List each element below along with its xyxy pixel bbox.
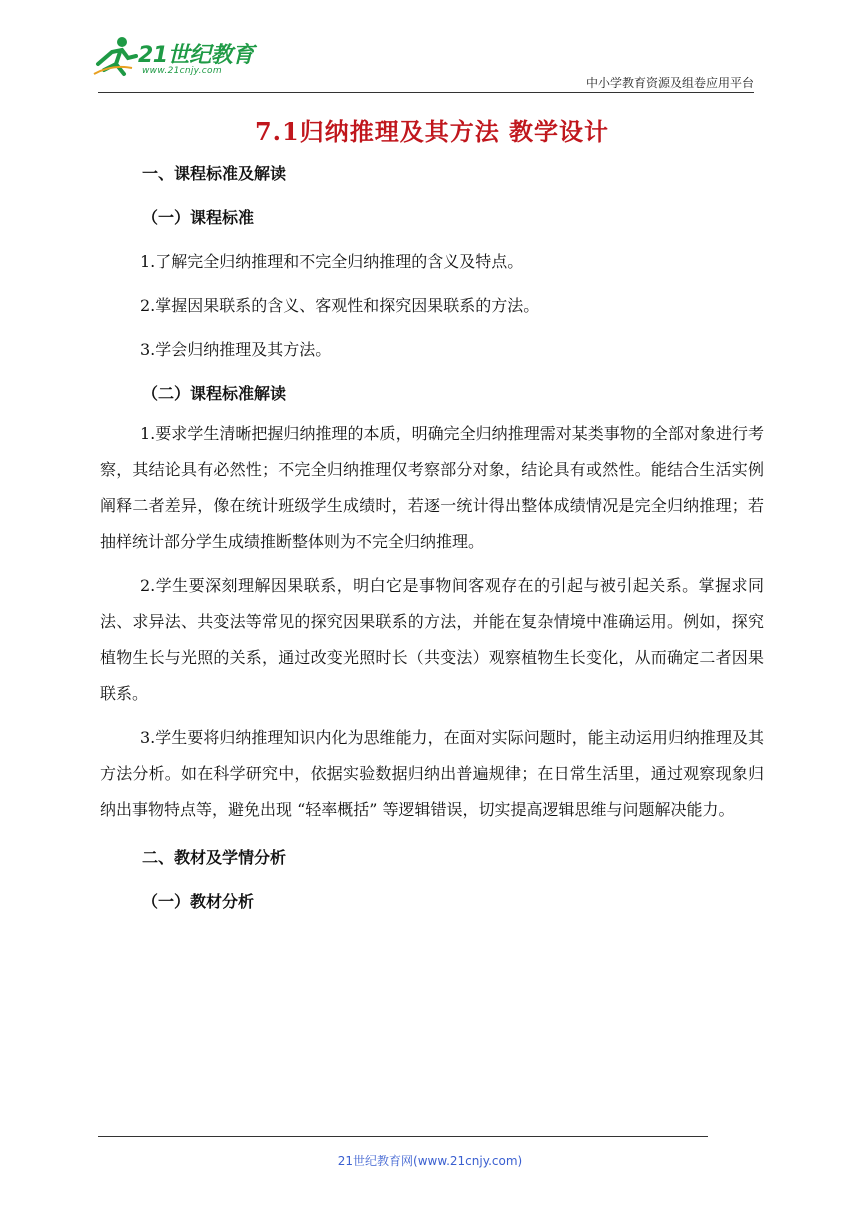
document-body: [100, 112, 764, 924]
document-title: 7.1归纳推理及其方法 教学设计: [254, 117, 610, 146]
subsection-heading-2a: （一）教材分析: [142, 892, 255, 911]
subsection-heading-1b: （二）课程标准解读: [142, 384, 287, 403]
logo-url: www.21cnjy.com: [142, 66, 222, 76]
footer-link[interactable]: 21世纪教育网(www.21cnjy.com): [337, 1154, 523, 1168]
interpretation-paragraph-3: 3.学生要将归纳推理知识内化为思维能力，在面对实际问题时，能主动运用归纳推理及其方法分析。如在科学研究中，依据实验数据归纳出普遍规律；在日常生活里，通过观察现象归纳出事物特点等，避免出现 “轻率概括” 等逻辑错误，切实提高逻辑思维与问题解决能力。: [100, 728, 764, 819]
section-heading-1: 一、课程标准及解读: [142, 164, 287, 183]
site-logo[interactable]: [92, 34, 267, 80]
interpretation-paragraph-2: 2.学生要深刻理解因果联系，明白它是事物间客观存在的引起与被引起关系。掌握求同法、求异法、共变法等常见的探究因果联系的方法，并能在复杂情境中准确运用。例如，探究植物生长与光照的关系，通过改变光照时长（共变法）观察植物生长变化，从而确定二者因果联系。: [100, 576, 764, 703]
platform-label: 中小学教育资源及组卷应用平台: [585, 76, 754, 90]
standard-item-3: 3.学会归纳推理及其方法。: [140, 340, 332, 359]
interpretation-paragraph-1: 1.要求学生清晰把握归纳推理的本质，明确完全归纳推理需对某类事物的全部对象进行考察，其结论具有必然性；不完全归纳推理仅考察部分对象，结论具有或然性。能结合生活实例阐释二者差异，像在统计班级学生成绩时，若逐一统计得出整体成绩情况是完全归纳推理；若抽样统计部分学生成绩推断整体则为不完全归纳推理。: [100, 424, 764, 551]
logo-text: 21世纪教育: [138, 43, 254, 68]
page-header: [0, 0, 860, 100]
standard-item-2: 2.掌握因果联系的含义、客观性和探究因果联系的方法。: [140, 296, 540, 315]
subsection-heading-1a: （一）课程标准: [142, 208, 255, 227]
standard-item-1: 1.了解完全归纳推理和不完全归纳推理的含义及特点。: [140, 252, 524, 271]
runner-logo-icon: [92, 34, 140, 80]
section-heading-2: 二、教材及学情分析: [142, 848, 287, 867]
footer-divider: [98, 1136, 708, 1137]
header-divider: [98, 92, 754, 93]
